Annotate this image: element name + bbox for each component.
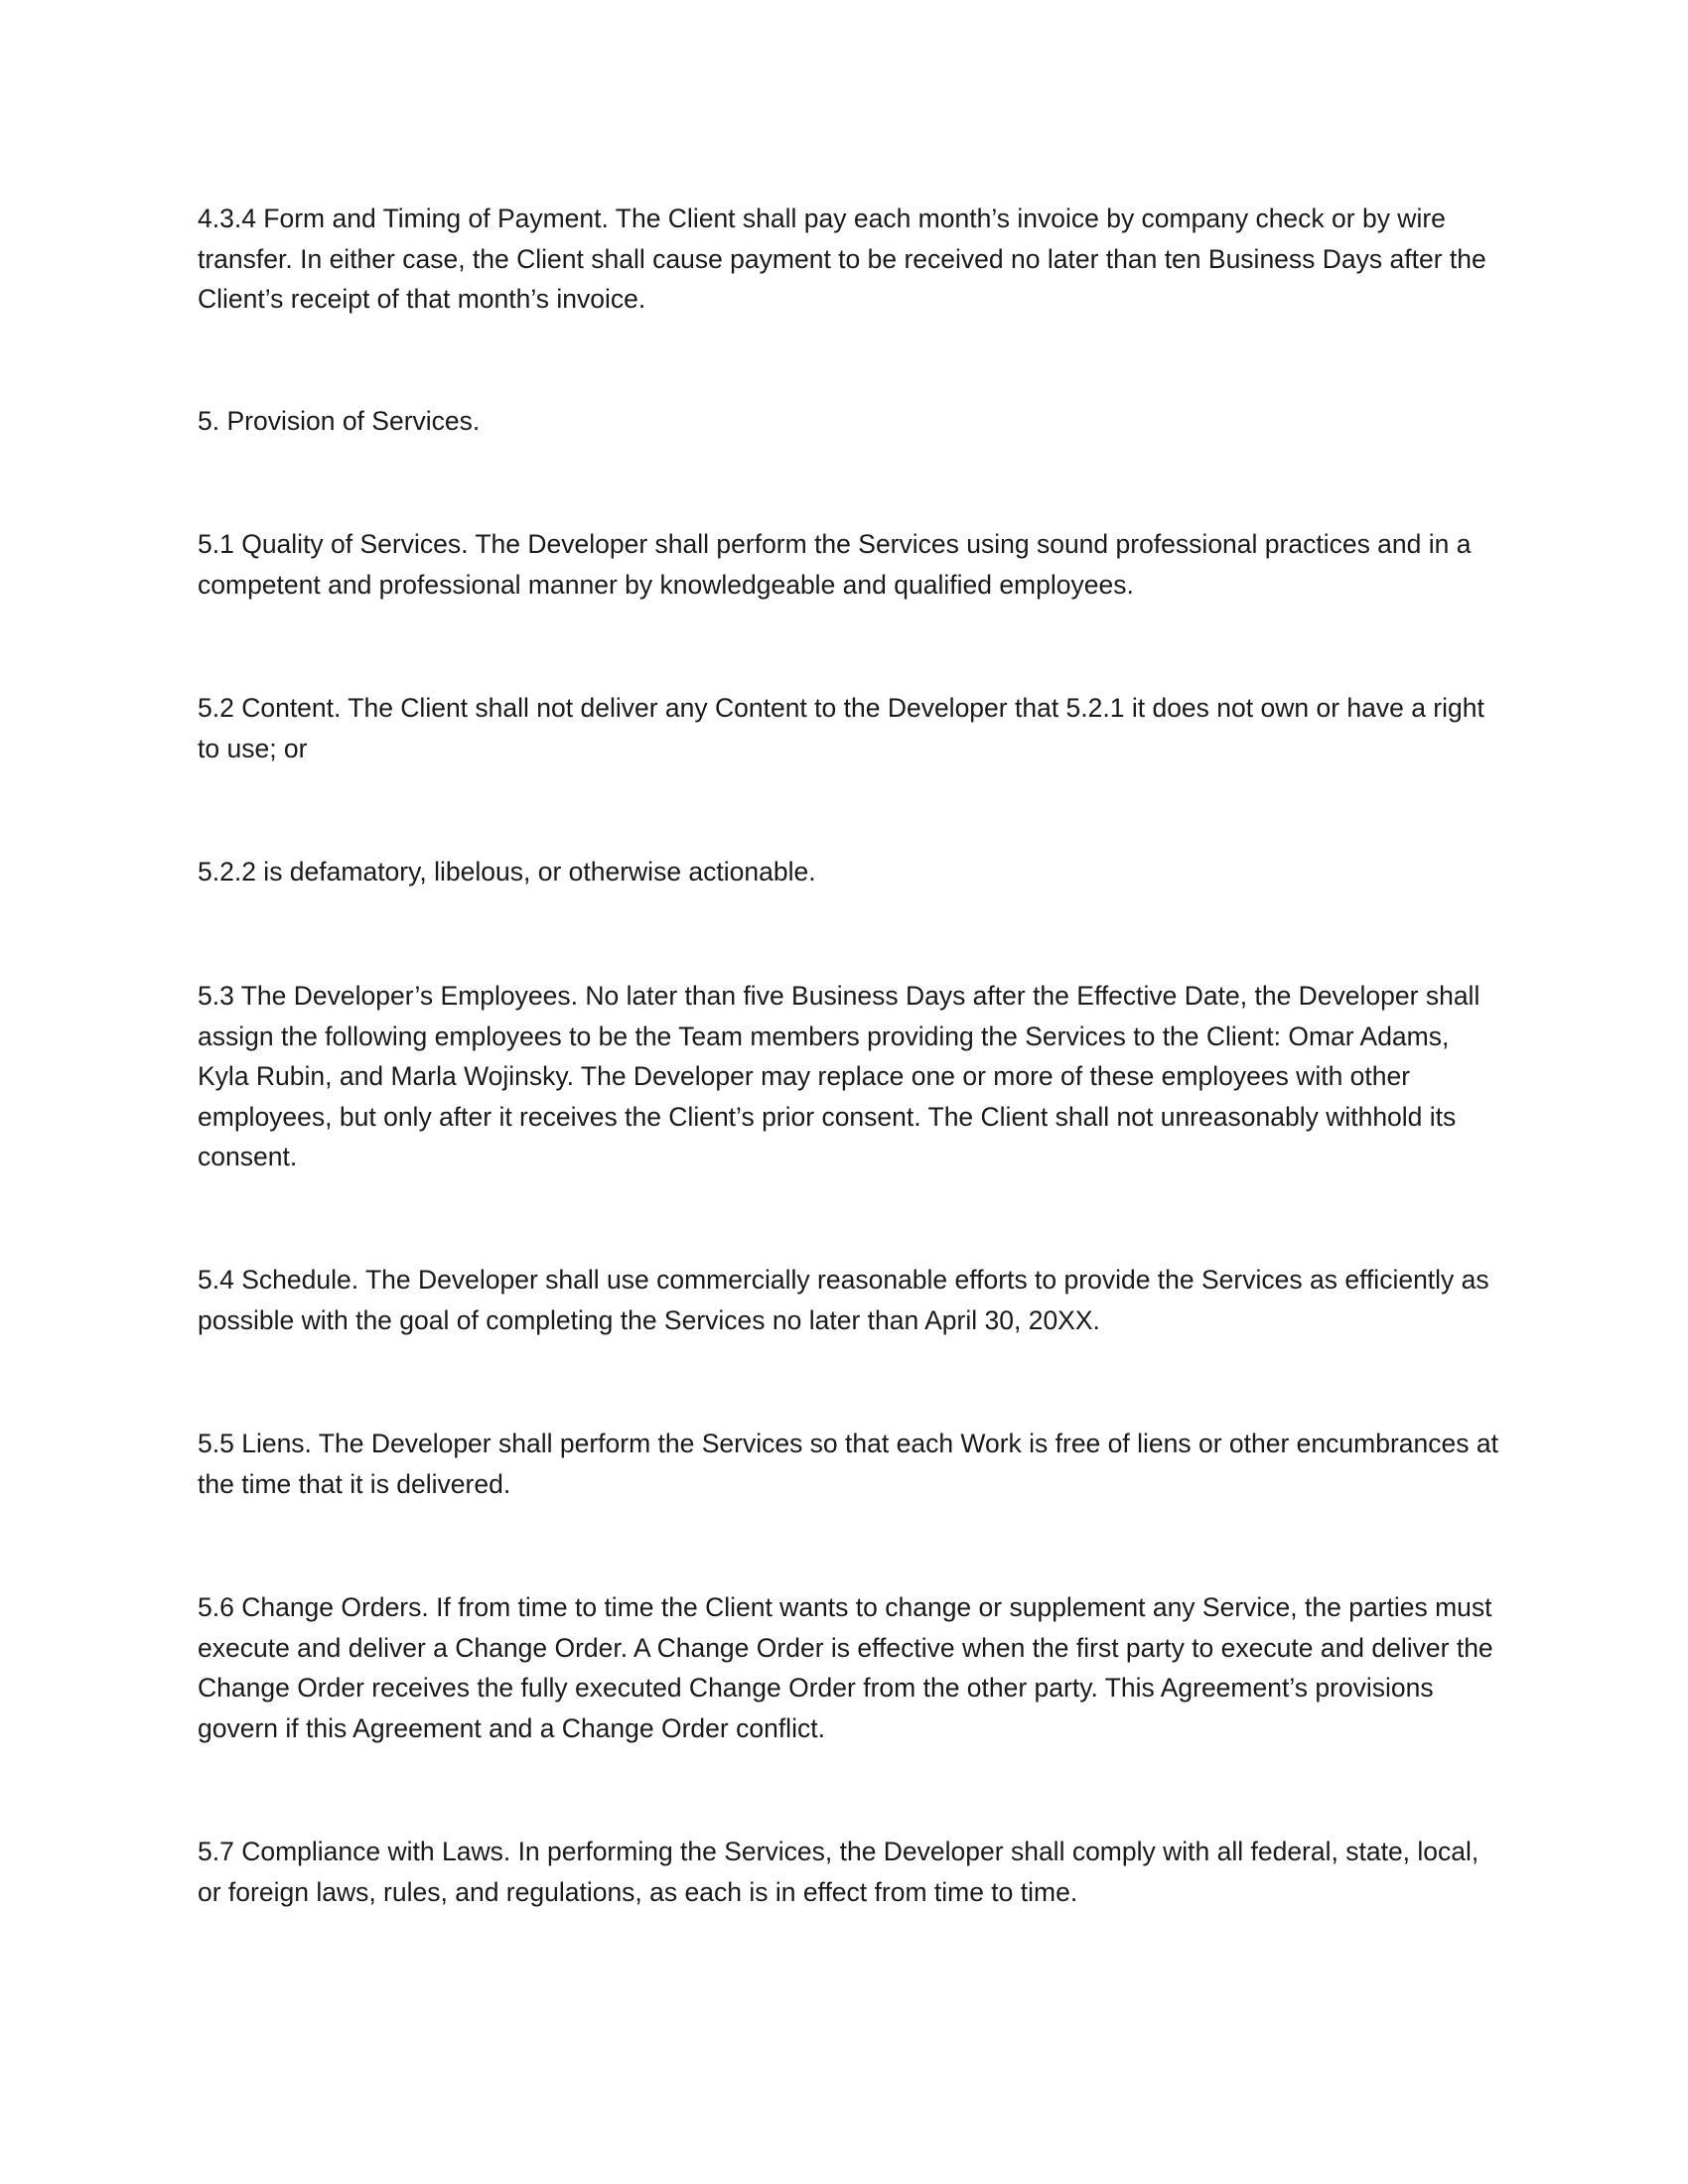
section-5-1-quality: 5.1 Quality of Services. The Developer shall perform the Services using sound professional practices and in a competent and professional manner by knowledgeable and qualified employees. [198, 529, 1472, 600]
section-5-5-liens: 5.5 Liens. The Developer shall perform the Services so that each Work is free of liens or other encumbrances at the time that it is delivered. [198, 1429, 1498, 1499]
section-5-2-content: 5.2 Content. The Client shall not deliver any Content to the Developer that 5.2.1 it does not own or have a right to use; or [198, 693, 1484, 763]
section-5-heading: 5. Provision of Services. [198, 406, 481, 436]
section-5-3-employees: 5.3 The Developer’s Employees. No later than five Business Days after the Effective Date, the Developer shall assign the following employees to be the Team members providing the Services to the Client: Omar Adams, Kyla Rubin, and Marla Wojinsky. The Developer may replace one or more of these employees with other employees, but only after it receives the Client’s prior consent. The Client shall not unreasonably withhold its consent. [198, 981, 1480, 1171]
section-5-7-compliance: 5.7 Compliance with Laws. In performing the Services, the Developer shall comply with all federal, state, local, or foreign laws, rules, and regulations, as each is in effect from time to time. [198, 1837, 1479, 1907]
section-5-4-schedule: 5.4 Schedule. The Developer shall use commercially reasonable efforts to provide the Services as efficiently as possible with the goal of completing the Services no later than April 30, 20XX. [198, 1265, 1489, 1335]
section-4-3-4-payment: 4.3.4 Form and Timing of Payment. The Client shall pay each month’s invoice by company check or by wire transfer. In either case, the Client shall cause payment to be received no later than ten Business Days after the Client’s receipt of that month’s invoice. [198, 204, 1486, 314]
section-5-6-change-orders: 5.6 Change Orders. If from time to time the Client wants to change or supplement any Service, the parties must execute and deliver a Change Order. A Change Order is effective when the first party to execute and deliver the Change Order receives the fully executed Change Order from the other party. This Agreement’s provisions govern if this Agreement and a Change Order conflict. [198, 1592, 1493, 1743]
section-5-2-2: 5.2.2 is defamatory, libelous, or otherwise actionable. [198, 857, 816, 887]
